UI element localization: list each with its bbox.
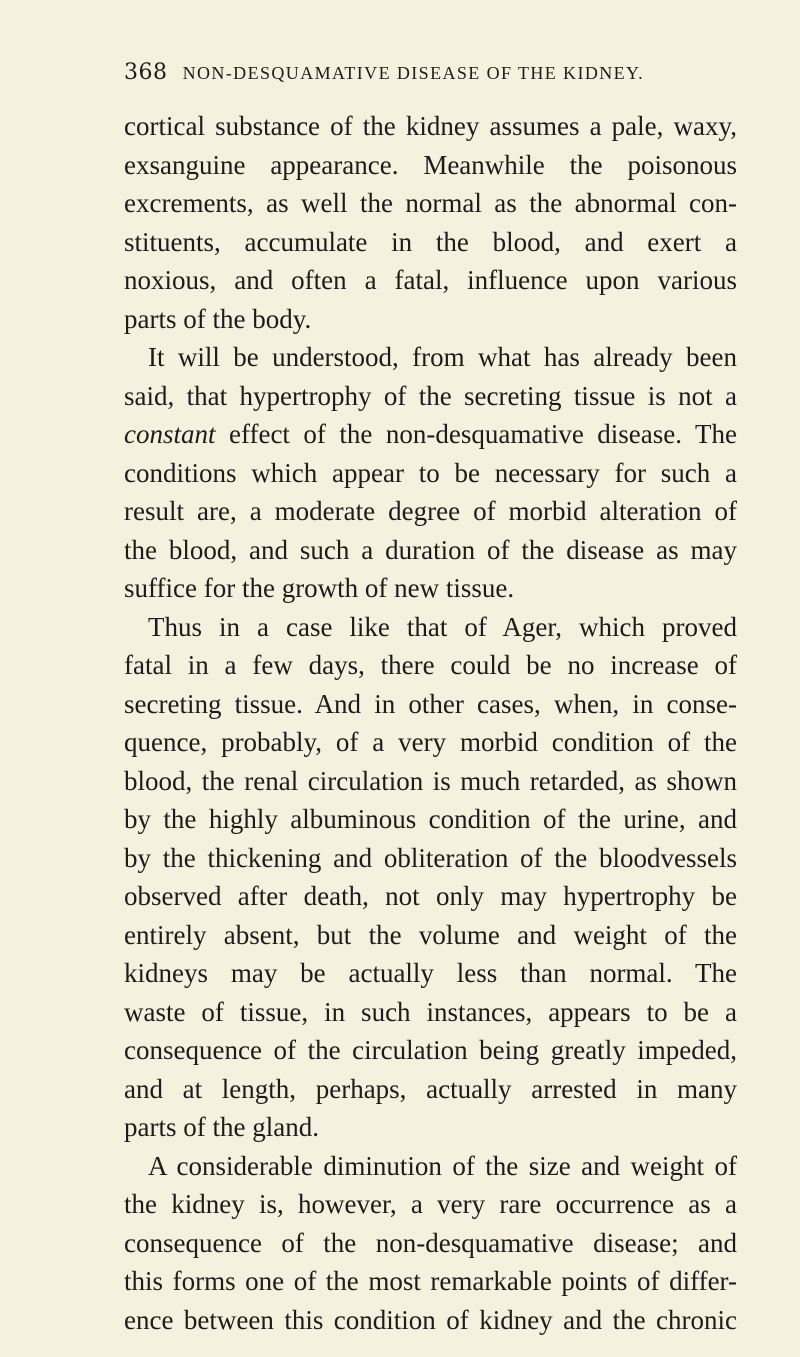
text-line: quence, probably, of a very morbid condition of the <box>124 727 737 757</box>
text-line: consequence of the circulation being greatly impeded, <box>124 1035 737 1065</box>
line-segment: effect of the non-desquamative disease. The <box>215 419 737 449</box>
text-line: parts of the body. <box>124 303 312 334</box>
text-line: observed after death, not only may hypertrophy be <box>124 881 737 911</box>
text-line: exsanguine appearance. Meanwhile the poisonous <box>124 149 737 180</box>
text-line: suffice for the growth of new tissue. <box>124 573 515 603</box>
text-line: It will be understood, from what has already been <box>148 342 737 372</box>
text-line: conditions which appear to be necessary for such a <box>124 457 737 488</box>
text-line: kidneys may be actually less than normal. The <box>124 958 737 988</box>
text-line: fatal in a few days, there could be no increase of <box>124 650 737 680</box>
text-line-with-emphasis <box>124 415 737 454</box>
page-number: 368 <box>124 60 168 85</box>
text-line: noxious, and often a fatal, influence upon various <box>124 265 737 295</box>
running-head <box>124 60 724 90</box>
text-line: ence between this condition of kidney and the chronic <box>124 1304 737 1335</box>
body-text <box>124 107 737 1339</box>
text-line: this forms one of the most remarkable points of differ- <box>124 1266 737 1296</box>
text-line: blood, the renal circulation is much retarded, as shown <box>124 765 737 796</box>
text-line: waste of tissue, in such instances, appears to be a <box>124 996 737 1027</box>
emphasized-word: constant <box>124 419 216 449</box>
text-line: by the thickening and obliteration of the bloodvessels <box>124 842 737 873</box>
text-line: cortical substance of the kidney assumes a pale, waxy, <box>124 111 737 141</box>
text-line: A considerable diminution of the size and weight of <box>148 1150 737 1181</box>
running-title: NON-DESQUAMATIVE DISEASE OF THE KIDNEY. <box>182 63 645 83</box>
text-line: and at length, perhaps, actually arrested in many <box>124 1073 737 1104</box>
text-line: consequence of the non-desquamative disease; and <box>124 1227 737 1258</box>
text-line: parts of the gland. <box>124 1112 319 1142</box>
text-line: stituents, accumulate in the blood, and exert a <box>124 226 737 257</box>
text-line: entirely absent, but the volume and weight of the <box>124 919 737 950</box>
text-line: excrements, as well the normal as the abnormal con- <box>124 188 737 218</box>
text-line: the kidney is, however, a very rare occurrence as a <box>124 1189 737 1219</box>
text-line: said, that hypertrophy of the secreting tissue is not a <box>124 380 737 411</box>
text-line: by the highly albuminous condition of the urine, and <box>124 804 737 834</box>
text-line: Thus in a case like that of Ager, which proved <box>148 611 737 642</box>
text-line: result are, a moderate degree of morbid alteration of <box>124 496 737 526</box>
text-line: secreting tissue. And in other cases, when, in conse- <box>124 688 737 719</box>
text-line: the blood, and such a duration of the disease as may <box>124 534 737 565</box>
